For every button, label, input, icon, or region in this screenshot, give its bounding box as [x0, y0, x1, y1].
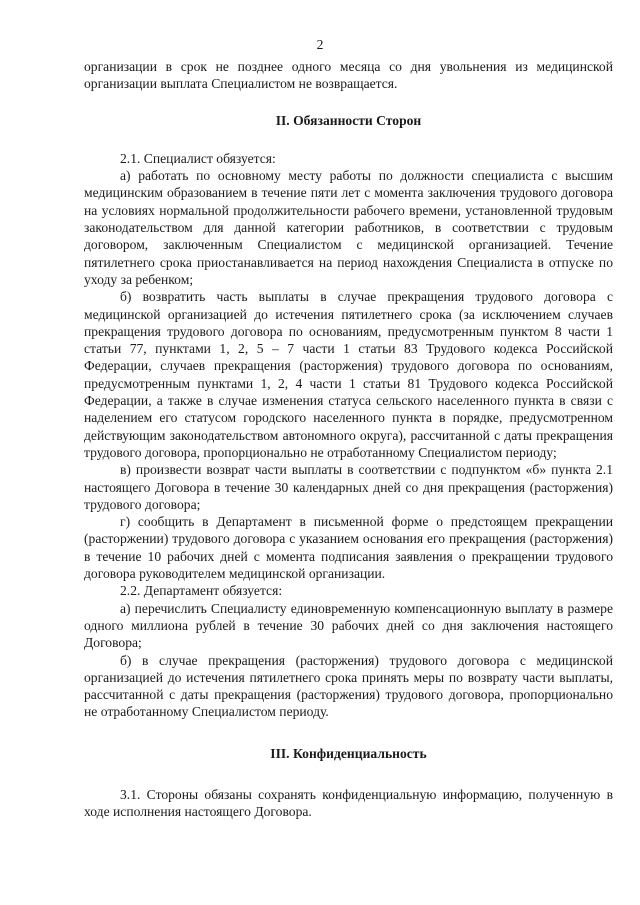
section-heading-obligations: II. Обязанности Сторон: [275, 112, 422, 128]
clause-2-2-a: а) перечислить Специалисту единовременную компенсационную выплату в размере одного миллиона рублей в течение 30 рабочих дней со дня заключения настоящего Договора;: [84, 600, 613, 651]
clause-2-2-b: б) в случае прекращения (расторжения) трудового договора с медицинской организацией до истечения пятилетнего срока принять меры по возврату части выплаты, рассчитанной с даты прекращения (расторжения) трудового договора, пропорционально не отработанному Специалистом периоду.: [84, 652, 613, 720]
paragraph-continuation: организации в срок не позднее одного месяца со дня увольнения из медицинской организации выплата Специалистом не возвращается.: [84, 59, 613, 92]
clause-2-1-v: в) произвести возврат части выплаты в соответствии с подпунктом «б» пункта 2.1 настоящего Договора в течение 30 календарных дней со дня прекращения (расторжения) трудового договора;: [84, 462, 613, 512]
clause-2-2: 2.2. Департамент обязуется:: [120, 583, 283, 599]
clause-3-1: 3.1. Стороны обязаны сохранять конфиденциальную информацию, полученную в ходе исполнения настоящего Договора.: [84, 786, 613, 820]
document-body: [84, 58, 613, 821]
section-heading-confidentiality: III. Конфиденциальность: [270, 745, 427, 761]
clause-2-1-g: г) сообщить в Департамент в письменной форме о предстоящем прекращении (расторжении) трудового договора с указанием основания его прекращения (расторжения) в течение 10 рабочих дней с момента подписания заявления о прекращении трудового договора руководителем медицинской организации.: [84, 514, 613, 582]
clause-2-1-a: а) работать по основному месту работы по должности специалиста с высшим медицинским образованием в течение пяти лет с момента заключения трудового договора на условиях нормальной продолжительности рабочего времени, установленной трудовым законодательством для данной категории работников, в соответствии с трудовым договором, заключенным Специалистом с медицинской организацией. Течение пятилетнего срока приостанавливается на период нахождения Специалиста в отпуске по уходу за ребенком;: [84, 168, 613, 287]
page-number: 2: [316, 37, 324, 52]
clause-2-1-b: б) возвратить часть выплаты в случае прекращения трудового договора с медицинской организацией до истечения пятилетнего срока (за исключением случаев прекращения трудового договора по основаниям, предусмотренным пунктом 8 части 1 статьи 77, пунктами 1, 2, 5 – 7 части 1 статьи 83 Трудового кодекса Российской Федерации, случаев прекращения (расторжения) трудового договора по основаниям, предусмотренным пунктами 1, 2, 4 части 1 статьи 81 Трудового кодекса Российской Федерации, а также в случае изменения статуса сельского населенного пункта в связи с наделением его статусом городского населенного пункта в порядке, предусмотренном действующим законодательством автономного округа), рассчитанной с даты прекращения трудового договора, пропорционально не отработанному Специалистом периоду;: [84, 289, 613, 460]
clause-2-1: 2.1. Специалист обязуется:: [120, 150, 276, 166]
